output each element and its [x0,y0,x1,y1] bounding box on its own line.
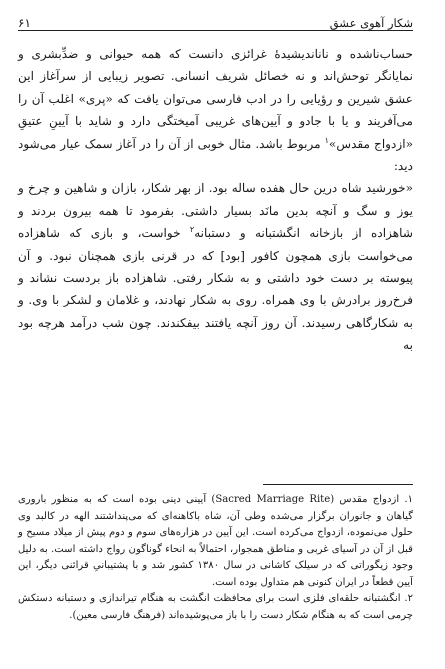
running-title: شکار آهوی عشق [329,16,413,30]
paragraph-2 [18,177,413,356]
footnote-1-a: ۱. ازدواج مقدس ( [330,494,413,505]
paragraph-1-text: حساب‌ناشده و ناناندیشیدهٔ غرائزی دانست که همه حیوانی و ضدِّبشری و نمایانگر توحش‌اند و نه خصائل شریف انسانی. تصویر زیبایی از سرآغاز این عشق شیرین و رؤیایی را در ادب فارسی می‌توان یافت که «پری» اغلب آن را می‌آفریند و یا با جادو و آیین‌های غریبی آمیختگی دارد و شاید با آیینِ عتیقِ «ازدواج مقدس» [18,47,414,151]
paragraph-1 [18,43,413,177]
footnote-2: ۲. انگشتبانه حلقه‌ای فلزی است برای محافظت انگشت به هنگام تیراندازی و دستبانه دستکش چرمی است که به هنگام شکار دست را با باز می‌پوشیده‌اند (فرهنگ فارسی معین). [18,593,413,621]
footnote-1-b: ) آیینی دینی بوده است که به منظور باروری گیاهان و جانوران برگزار می‌شده وطی آن، شاه باکاهنه‌ای که می‌پنداشتند الهه در کالبد وی حلول می‌نموده، ازدواج می‌کرده است. این آیین در هزاره‌های سوم و دوم پیش از میلاد مسیح و قبل از آن در آسیای غربی و مناطق همجوار، احتمالاً به انحاء گوناگون رواج داشته است. به دلیل وجود زیگوراتی که در سیلک کاشانی در سال ۱۳۸۰ کشور شد و با پشتیبانیِ قرائنی دیگر، این آیین قطعاً در ایران کنونی هم متداول بوده است. [18,494,413,588]
footnote-1 [18,492,413,591]
footnote-1-english: Sacred Marriage Rite [215,494,331,505]
main-text [18,43,413,357]
footnote-ref-1[interactable]: ۱ [324,135,329,145]
footnote-ref-2[interactable]: ۲ [189,225,195,235]
paragraph-1-tail: مربوط باشد. مثال خوبی از آن را در آغاز سمک عیار می‌شود دید: [18,136,413,174]
paragraph-2-text-a: «خورشید شاه درین حال هفده ساله بود. از بهر شکار، بازان و شاهین و چرخ و یوز و سگ و آنچه بدین مانَد بسیار داشتی. بفرمود تا همه بیرون بردند و شاهزاده از بازخانه انگشتبانه و دستبانه [18,181,413,241]
footnote-divider [263,484,413,485]
running-header [18,0,413,31]
page-number: ۶۱ [18,16,31,30]
paragraph-2-text-b: خواست، و بازی که شاهزاده می‌خواست بازی همچون کافور [بود] که در قرنی بازی همچنان نبود. و آن پیوسته بر دست خود داشتی و به شکار رفتی. شاهزاده باز بردست نشاند و فرخ‌روز برادرش با وی همراه. روی به شکار نهادند، و غلامان و لشکر با وی. و به شکارگاهی رسیدند. آن روز آنچه یافتند بیفکندند. چون شب درآمد هرچه بود به [18,226,413,353]
footnotes [18,492,413,624]
